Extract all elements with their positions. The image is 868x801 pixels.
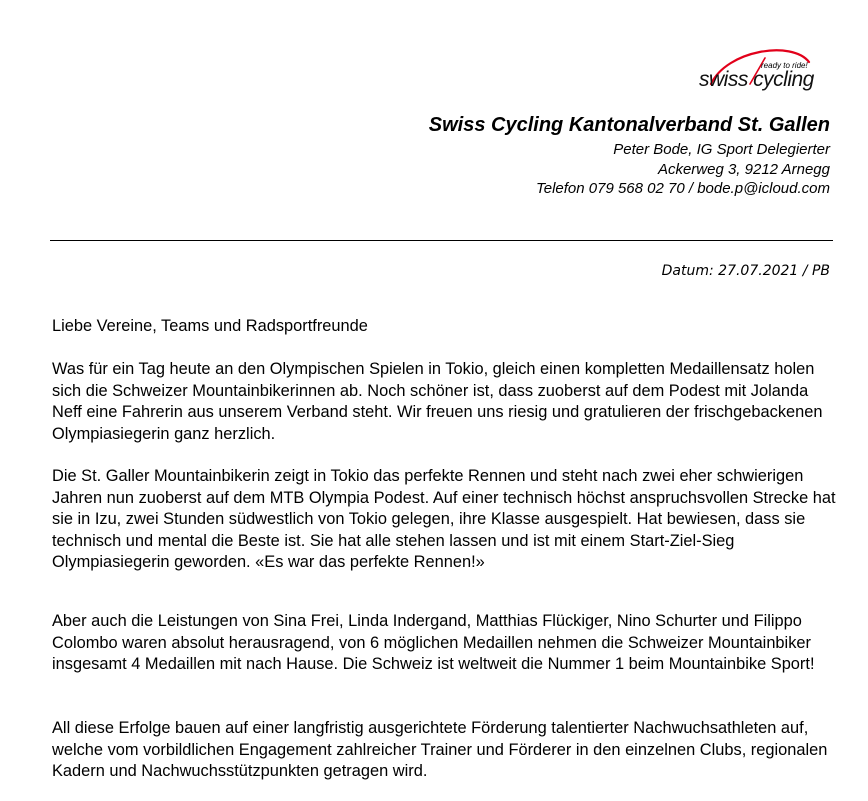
address: Ackerweg 3, 9212 Arnegg xyxy=(657,161,830,178)
swiss-cycling-logo xyxy=(697,44,829,94)
paragraph-3: Aber auch die Leistungen von Sina Frei, Linda Indergand, Matthias Flückiger, Nino Schurter und Filippo Colombo waren absolut herausragend, von 6 möglichen Medaillen nehmen die Schweizer Mountainbiker insgesamt 4 Medaillen mit nach Hause. Die Schweiz ist weltweit die Nummer 1 beim Mountainbike Sport! xyxy=(52,612,815,673)
paragraph-4: All diese Erfolge bauen auf einer langfristig ausgerichtete Förderung talentierter Nachwuchsathleten auf, welche vom vorbildlichen Engagement zahlreicher Trainer und Förderer in den einzelnen Clubs, regionalen Kadern und Nachwuchsstützpunkten getragen wird. xyxy=(52,719,828,780)
salutation: Liebe Vereine, Teams und Radsportfreunde xyxy=(52,317,368,335)
paragraph-1: Was für ein Tag heute an den Olympischen Spielen in Tokio, gleich einen kompletten Medaillensatz holen sich die Schweizer Mountainbikerinnen ab. Noch schöner ist, dass zuoberst auf dem Podest mit Jolanda Neff eine Fahrerin aus unserem Verband steht. Wir freuen uns riesig und gratulieren der frischgebackenen Olympiasiegerin ganz herzlich. xyxy=(52,360,823,443)
phone-email: Telefon 079 568 02 70 / bode.p@icloud.com xyxy=(535,180,830,197)
logo-tagline: ready to ride! xyxy=(761,61,808,70)
contact-person: Peter Bode, IG Sport Delegierter xyxy=(613,141,830,158)
header-divider xyxy=(50,240,833,241)
organization-title: Swiss Cycling Kantonalverband St. Gallen xyxy=(428,114,830,136)
date-line: Datum: 27.07.2021 / PB xyxy=(661,263,830,279)
paragraph-2: Die St. Galler Mountainbikerin zeigt in Tokio das perfekte Rennen und steht nach zwei eher schwierigen Jahren nun zuoberst auf dem MTB Olympia Podest. Auf einer technisch höchst anspruchsvollen Strecke hat sie in Izu, zwei Stunden südwestlich von Tokio gelegen, ihre Klasse ausgespielt. Hat bewiesen, dass sie technisch und mental die Beste ist. Sie hat alle stehen lassen und ist mit einem Start-Ziel-Sieg Olympiasiegerin geworden. «Es war das perfekte Rennen!» xyxy=(52,467,836,571)
logo-wordmark: swiss cycling xyxy=(699,68,814,91)
